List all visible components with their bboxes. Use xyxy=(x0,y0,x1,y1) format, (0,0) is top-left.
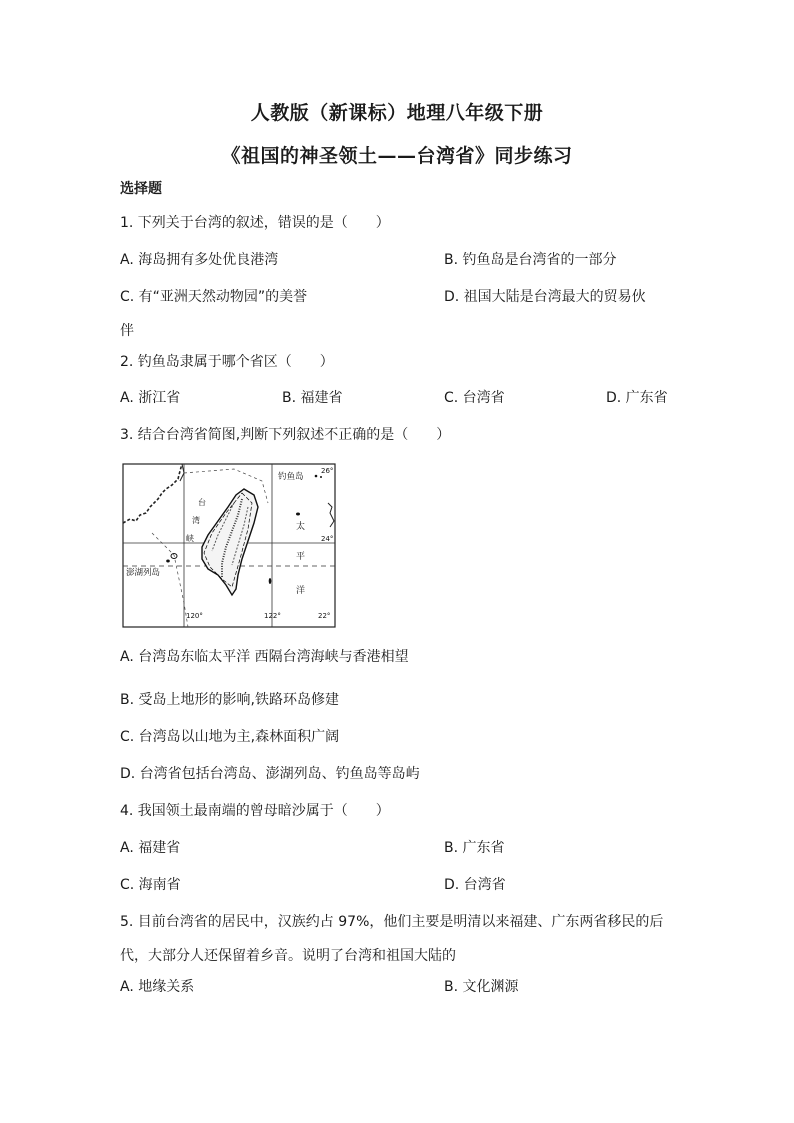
q1-option-d: D. 祖国大陆是台湾最大的贸易伙 xyxy=(444,289,646,305)
q4-option-c: C. 海南省 xyxy=(120,877,181,893)
map-label-penghu: 澎湖列岛 xyxy=(126,568,161,578)
map-label-lon122: 122° xyxy=(264,612,281,620)
map-label-diaoyu: 钓鱼岛 xyxy=(278,472,304,482)
q1-option-d-continued: 伴 xyxy=(120,323,134,339)
q2-option-d: D. 广东省 xyxy=(606,390,668,406)
lanyu-island xyxy=(269,578,272,584)
taiwan-map xyxy=(122,463,336,628)
map-label-lat22: 22° xyxy=(318,612,331,620)
q5-option-b: B. 文化渊源 xyxy=(444,979,519,995)
map-label-strait-3: 峡 xyxy=(186,534,194,543)
q5-stem-line1: 5. 目前台湾省的居民中，汉族约占 97%，他们主要是明清以来福建、广东两省移民的后 xyxy=(120,914,664,930)
q4-option-d: D. 台湾省 xyxy=(444,877,506,893)
q3-option-b: B. 受岛上地形的影响,铁路环岛修建 xyxy=(120,692,339,708)
q1-option-c: C. 有“亚洲天然动物园”的美誉 xyxy=(120,289,308,305)
q2-option-a: A. 浙江省 xyxy=(120,390,181,406)
q1-option-a: A. 海岛拥有多处优良港湾 xyxy=(120,252,279,268)
q1-option-b: B. 钓鱼岛是台湾省的一部分 xyxy=(444,252,617,268)
q3-option-c: C. 台湾岛以山地为主,森林面积广阔 xyxy=(120,729,340,745)
q1-stem: 1. 下列关于台湾的叙述，错误的是（ ） xyxy=(120,215,390,231)
section-heading: 选择题 xyxy=(120,181,162,197)
page-subtitle: 《祖国的神圣领土——台湾省》同步练习 xyxy=(221,145,573,167)
map-label-lat26: 26° xyxy=(321,467,334,475)
diaoyu-islet xyxy=(315,475,318,478)
q2-stem: 2. 钓鱼岛隶属于哪个省区（ ） xyxy=(120,354,334,370)
q3-option-d: D. 台湾省包括台湾岛、澎湖列岛、钓鱼岛等岛屿 xyxy=(120,766,420,782)
q2-option-b: B. 福建省 xyxy=(282,390,343,406)
map-label-ocean-1: 太 xyxy=(296,522,306,532)
q3-stem: 3. 结合台湾省简图,判断下列叙述不正确的是（ ） xyxy=(120,427,451,443)
q5-option-a: A. 地缘关系 xyxy=(120,979,195,995)
page-title: 人教版（新课标）地理八年级下册 xyxy=(250,102,544,124)
q4-option-b: B. 广东省 xyxy=(444,840,505,856)
q4-stem: 4. 我国领土最南端的曾母暗沙属于（ ） xyxy=(120,803,390,819)
q3-option-a: A. 台湾岛东临太平洋 西隔台湾海峡与香港相望 xyxy=(120,649,409,665)
map-label-ocean-3: 洋 xyxy=(296,586,306,596)
map-label-strait-2: 湾 xyxy=(192,516,200,525)
map-label-ocean-2: 平 xyxy=(296,552,306,562)
map-label-strait-1: 台 xyxy=(198,498,206,507)
diaoyu-islet xyxy=(320,476,322,478)
q5-stem-line2: 代，大部分人还保留着乡音。说明了台湾和祖国大陆的 xyxy=(120,948,456,964)
q4-option-a: A. 福建省 xyxy=(120,840,181,856)
penghu-islet xyxy=(166,560,170,563)
map-label-lat24: 24° xyxy=(321,535,334,543)
q2-option-c: C. 台湾省 xyxy=(444,390,505,406)
map-label-lon120: 120° xyxy=(186,612,203,620)
ocean-islet xyxy=(296,513,300,516)
